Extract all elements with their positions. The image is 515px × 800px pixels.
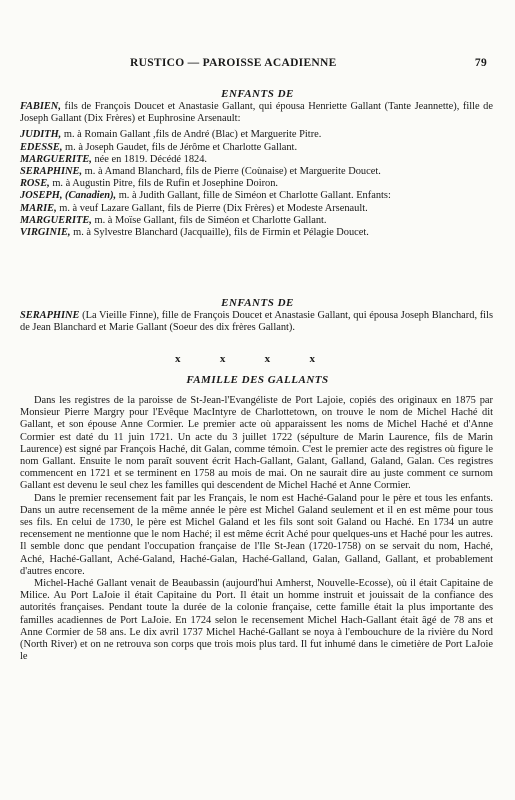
section-famille-body [20,395,493,663]
child-entry [20,142,493,154]
child-entry [20,129,493,141]
separator-x: x [264,353,271,365]
separator-x: x [175,353,181,365]
child-name: ROSE, [20,178,50,190]
child-text: m. à Augustin Pitre, fils de Rufin et Josephine Doiron. [49,178,279,190]
child-entry [20,190,493,202]
child-text: m. à Moïse Gallant, fils de Siméon et Charlotte Gallant. [91,214,327,226]
separator-marks [175,353,315,365]
child-name: JUDITH, [20,129,62,141]
child-name: MARGUERITE, [20,153,92,165]
child-name: VIRGINIE, [20,227,71,239]
section-heading-famille-des-gallants: FAMILLE DES GALLANTS [186,374,329,386]
child-name: EDESSE, [20,141,63,153]
seraphine-name: SERAPHINE [20,310,80,321]
section-heading-enfants-de-fabien: ENFANTS DE [221,88,294,100]
child-text: m. à veuf Lazare Gallant, fils de Pierre (Dix Frères) et Modeste Arsenault. [56,202,368,214]
child-name: MARGUERITE, [20,214,92,226]
body-paragraph: Dans les registres de la paroisse de St-Jean-l'Evangéliste de Port Lajoie, copiés des originaux en 1875 par Monsieur Pierre Margry pour l'Evêque MacIntyre de Charlottetown, on trouve le nom de Michel Haché dit Gallant, et son épouse Anne Cormier. Le premier acte où apparaissent les noms de Michel Haché et d'Anne Cormier est daté du 11 juin 1721. Un acte du 3 juillet 1722 (sépulture de Marin Laurence, fils de Marin Laurence) est signé par François Haché, dit Galan, comme témoin. C'est le premier acte des registres où figure le nom Gallant. Ensuite le nom paraît souvent écrit Hach-Gallant, Galant, Galland, Galand, Galan. Ces registres commencent en 1721 et se terminent en 1758 au mois de mai. On ne saurait dire au juste comment ce surnom Gallant est devenu le seul chez les familles qui descendent de Michel Haché et Anne Cormier. [20,395,493,492]
running-title: RUSTICO — PAROISSE ACADIENNE [130,57,337,69]
intro-text: fils de François Doucet et Anastasie Gallant, qui épousa Henriette Gallant (Tante Jeannette), fille de Joseph Gallant (Dix Frères) et Euphrosine Arsenault: [20,101,493,125]
child-entry [20,215,493,227]
section-fabien-children [20,101,493,239]
child-entry [20,154,493,166]
child-text: m. à Joseph Gaudet, fils de Jérôme et Charlotte Gallant. [62,141,298,153]
seraphine-paragraph [20,310,493,334]
child-text: m. à Amand Blanchard, fils de Pierre (Coùnaise) et Marguerite Doucet. [82,166,381,178]
intro-name: FABIEN, [20,101,61,112]
page-number: 79 [474,57,487,69]
separator-x: x [309,353,315,365]
body-paragraph: Michel-Haché Gallant venait de Beaubassin (aujourd'hui Amherst, Nouvelle-Ecosse), où il était Capitaine de Milice. Au Port LaJoie il était Capitaine du Port. Il était un homme instruit et jouissait de la confiance des autorités françaises. Pendant toute la durée de la colonie française, cette famille était la plus importante des familles acadiennes de Port LaJoie. En 1724 selon le recensement Michel Hach-Gallant était âgé de 78 ans et Anne Cormier de 58 ans. Le dix avril 1737 Michel Haché-Gallant se noya à l'embouchure de la rivière du Nord (North River) et on ne retrouva son corps que trois mois plus tard. Il fut inhumé dans le cimetière de Port LaJoie le [20,578,493,663]
child-entry [20,178,493,190]
child-name: MARIE, [20,202,57,214]
body-paragraph: Dans le premier recensement fait par les Français, le nom est Haché-Galand pour le père et tous les enfants. Dans un autre recensement de la même année le père est Michel Galand seulement et il en est même pour tous ses fils. En celui de 1730, le père est Michel Galand et les fils sont soit Galand ou Haché. En 1734 un autre recensement ne mentionne que le nom Haché; il est même écrit Aché pour quelques-uns et Haché pour les autres. Il semble donc que pendant l'occupation française de l'Ile St-Jean (1720-1758) on se servait du nom, Haché, Aché, Haché-Gallant, Aché-Galand, Haché-Galan, Haché-Galland, Galan, Galland, Gallant, et probablement d'autres encore. [20,492,493,577]
child-entry [20,203,493,215]
child-name: JOSEPH, (Canadien), [20,190,117,202]
child-entry [20,166,493,178]
child-text: née en 1819. Décédé 1824. [91,153,208,165]
child-text: m. à Sylvestre Blanchard (Jacquaille), fils de Firmin et Pélagie Doucet. [70,227,369,239]
intro-paragraph [20,101,493,125]
child-text: m. à Judith Gallant, fille de Siméon et Charlotte Gallant. Enfants: [116,190,391,202]
child-text: m. à Romain Gallant ,fils de André (Blac) et Marguerite Pitre. [61,129,322,141]
child-name: SERAPHINE, [20,166,83,178]
child-entry [20,227,493,239]
section-seraphine [20,310,493,334]
seraphine-text: (La Vieille Finne), fille de François Doucet et Anastasie Gallant, qui épousa Joseph Blanchard, fils de Jean Blanchard et Marie Gallant (Soeur des dix frères Gallant). [20,310,493,334]
separator-x: x [219,353,226,365]
section-heading-enfants-de-seraphine: ENFANTS DE [221,297,294,309]
